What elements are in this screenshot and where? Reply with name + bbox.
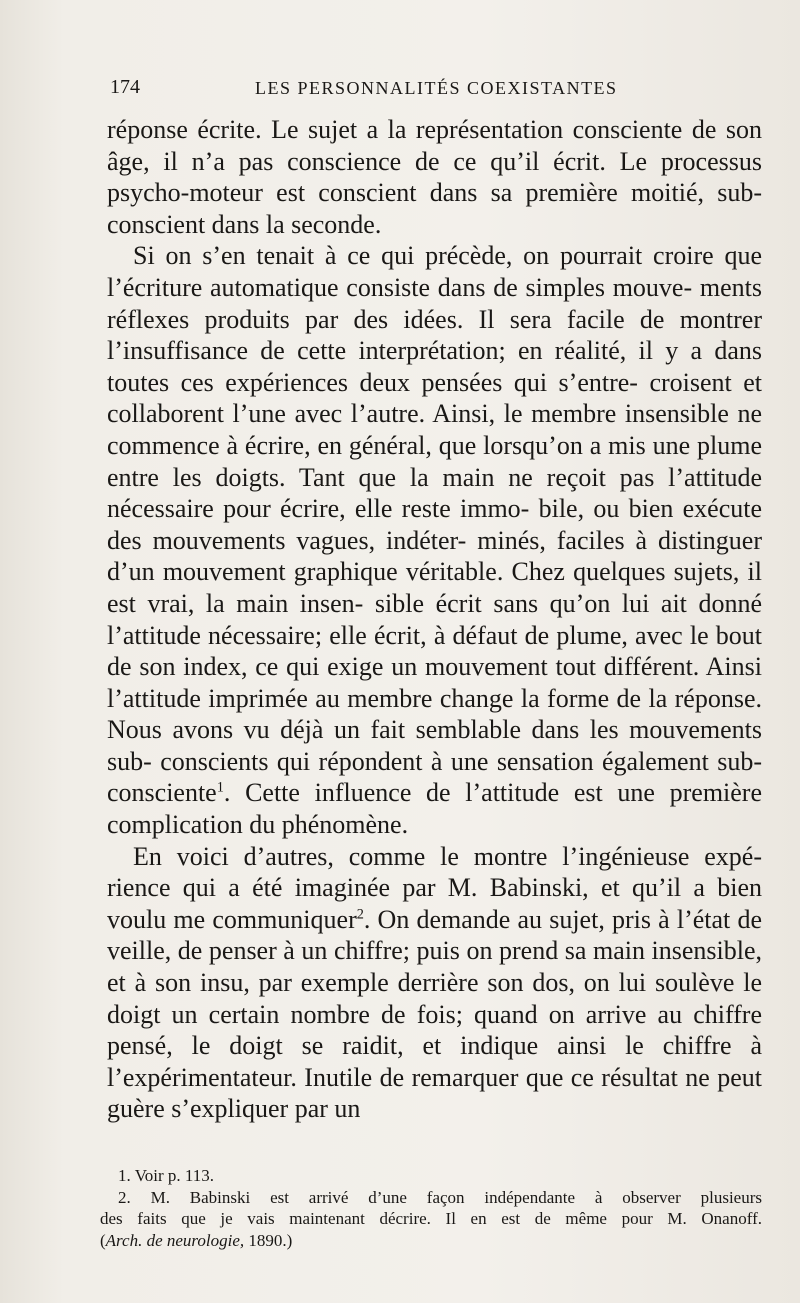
journal-title: Arch. de neurologie, [105, 1230, 245, 1250]
footnote-1: 1. Voir p. 113. [118, 1166, 215, 1185]
text-line: réponse écrite. Le sujet a la représentation consciente de [107, 115, 717, 144]
body-text [107, 114, 762, 1125]
text-line: qui exige un mouvement tout différent. Ainsi l’attitude [107, 652, 762, 713]
text-line: reçoit pas l’attitude nécessaire pour écrire, elle reste immo- [107, 462, 763, 524]
text-line: véritable. Chez quelques sujets, il est vrai, la main insen- [107, 557, 762, 618]
text-line: bile, ou bien exécute des mouvements vagues, indéter- [107, 494, 763, 555]
footnote-2-line: 2. M. Babinski est arrivé d’une façon indépendante à observer plusieurs [118, 1187, 762, 1207]
text-line: rience qui a été imaginée par M. Babinski, et qu’il a bien [107, 873, 762, 903]
footnotes [100, 1165, 762, 1251]
text-line: consciente [107, 778, 217, 808]
text-line: elle écrit, à défaut de plume, avec le bout de son index, ce [107, 620, 763, 682]
text-line: quand on arrive au chiffre pensé, le doigt se raidit, et [107, 999, 763, 1061]
footnote-ref: 2 [356, 906, 364, 923]
citation-open: ( [100, 1230, 106, 1250]
page-header [110, 72, 760, 102]
text-line: montrer l’insuffisance de cette interprétation; en réalité, il [107, 304, 762, 366]
text-line: conscients qui répondent à une sensation également sub- [160, 746, 763, 776]
text-line: y a dans toutes ces expériences deux pensées qui s’entre- [107, 336, 763, 397]
text-line: Si on s’en tenait à ce qui précède, on pourrait croire que [133, 241, 762, 271]
page-number: 174 [110, 76, 140, 98]
text-line: imprimée au membre change la forme de la réponse. Nous [107, 683, 762, 745]
text-line: psycho-moteur est conscient dans sa première moitié, sub- [107, 178, 762, 208]
paragraph [107, 240, 762, 840]
text-line: ments réflexes produits par des idées. Il sera facile de [107, 272, 762, 334]
footnote-ref: 1 [216, 779, 224, 796]
text-line: remarquer que ce résultat ne peut guère s’expliquer par un [107, 1062, 762, 1124]
text-line: indique ainsi le chiffre à l’expérimentateur. Inutile de [107, 1031, 763, 1092]
text-line: insensible ne commence à écrire, en général, que lorsqu’on [107, 399, 762, 460]
text-line: . Cette influence de l’attitude est une première [223, 778, 762, 808]
running-title: LES PERSONNALITÉS COEXISTANTES [255, 78, 618, 98]
text-line: a mis une plume entre les doigts. Tant que la main ne [107, 430, 762, 492]
text-line: conscient dans la seconde. [107, 209, 382, 239]
text-line: complication du phénomène. [107, 810, 409, 840]
text-line: main insensible, et à son insu, par exemple derrière son [107, 936, 762, 998]
paragraph-continuation [107, 114, 762, 240]
citation-year: 1890.) [244, 1230, 293, 1250]
text-line: . On demande au sujet, pris à [363, 904, 670, 934]
text-line: son âge, il n’a pas conscience de ce qu’il écrit. Le processus [107, 115, 762, 176]
paragraph [107, 841, 762, 1125]
text-line: minés, faciles à distinguer d’un mouvement graphique [107, 525, 762, 587]
text-line: sible écrit sans qu’on lui ait donné l’attitude nécessaire; [107, 588, 762, 650]
footnote-2-citation [100, 1230, 762, 1252]
text-line: l’écriture automatique consiste dans de simples mouve- [107, 272, 693, 302]
text-line: En voici d’autres, comme le montre l’ingénieuse expé- [133, 841, 762, 871]
text-line: voulu me communiquer [107, 904, 357, 934]
footnote-2-line: des faits que je vais maintenant décrire. Il en est de même pour M. Onanoff. [100, 1209, 762, 1228]
text-line: l’état de veille, de penser à un chiffre; puis on prend sa [107, 904, 762, 966]
text-line: croisent et collaborent l’une avec l’autre. Ainsi, le membre [107, 367, 763, 429]
text-line: dos, on lui soulève le doigt un certain nombre de fois; [107, 968, 763, 1029]
text-line: avons vu déjà un fait semblable dans les mouvements sub- [107, 715, 763, 776]
